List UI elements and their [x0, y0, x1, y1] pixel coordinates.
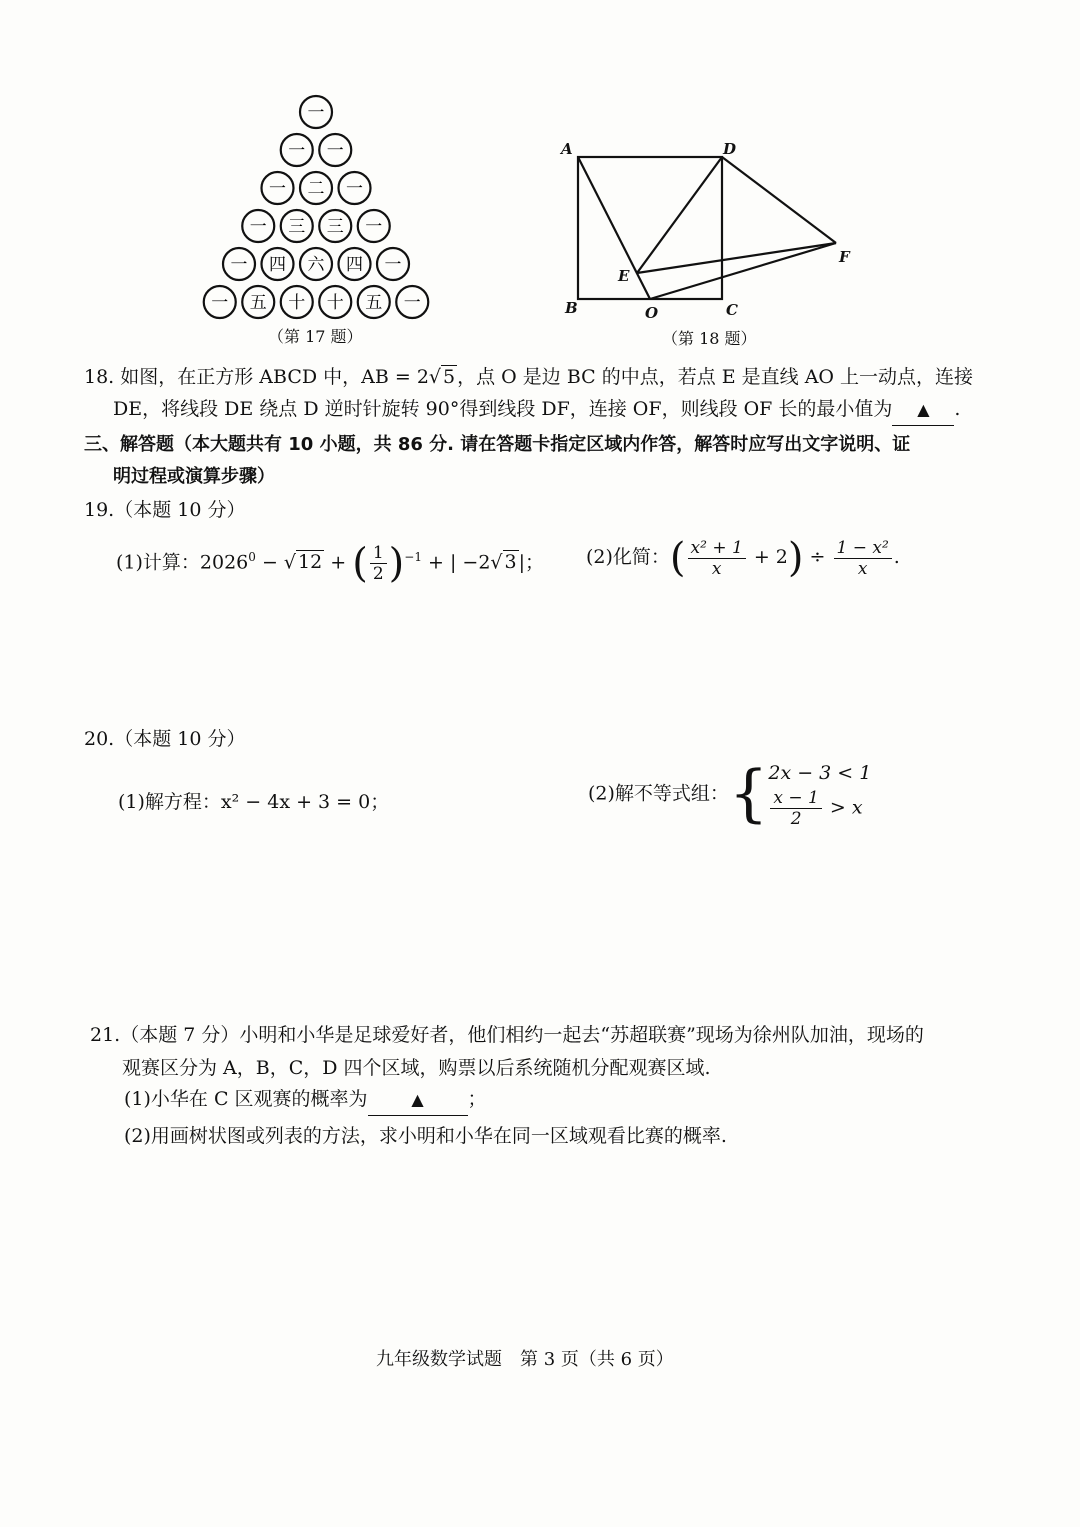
- triangle-marker: ▲: [411, 1090, 424, 1109]
- fraction-1-minus-x2-over-x: $\frac{\text{1 − x²}}{x}$: [834, 538, 892, 579]
- triangle-cell-text: 一: [403, 293, 421, 313]
- segment-de: [637, 157, 722, 273]
- square-abcd: [578, 157, 722, 299]
- q19-header: 19.（本题 10 分）: [84, 499, 246, 521]
- label-e: E: [618, 267, 630, 285]
- triangle-cell-text: 三: [326, 217, 344, 237]
- label-d: D: [723, 140, 737, 158]
- segment-of: [650, 243, 836, 299]
- triangle-cell: [339, 248, 371, 280]
- page-footer: 九年级数学试题 第 3 页（共 6 页）: [376, 1349, 674, 1370]
- triangle-cell: [223, 248, 255, 280]
- triangle-cell-text: 一: [211, 293, 229, 313]
- triangle-cell-text: 三: [288, 217, 306, 237]
- label-f: F: [839, 248, 850, 266]
- q21-part1: (1)小华在 C 区观赛的概率为 ▲ ；: [124, 1084, 487, 1116]
- triangle-cell: [204, 286, 236, 318]
- q20-part1: (1)解方程：x² − 4x + 3 = 0；: [118, 791, 390, 813]
- q19-part1: (1)计算：$2026^0$ − √ 12 + ( $\frac{1}{2}$ )$^{-1}$ + | −2√ 3 |；: [116, 540, 545, 587]
- triangle-cell: [319, 286, 351, 318]
- triangle-cell: [300, 96, 332, 128]
- triangle-cell-text: 一: [230, 255, 248, 275]
- figure-18-diagram: [555, 130, 865, 330]
- q21-line2: 观赛区分为 A，B，C，D 四个区域，购票以后系统随机分配观赛区域.: [122, 1057, 711, 1079]
- triangle-marker: ▲: [917, 400, 930, 419]
- q18-answer-blank: [892, 394, 954, 426]
- section3-heading-line2: 明过程或演算步骤）: [113, 466, 275, 487]
- triangle-cell-text: 六: [307, 255, 325, 275]
- label-o: O: [645, 304, 659, 322]
- triangle-cell-text: 五: [365, 293, 383, 313]
- q21-part2: (2)用画树状图或列表的方法，求小明和小华在同一区域观看比赛的概率.: [124, 1125, 727, 1147]
- triangle-cell-text: 一: [249, 217, 267, 237]
- triangle-cell-text: 一: [288, 141, 306, 161]
- triangle-cell: [339, 172, 371, 204]
- triangle-cell-text: 十: [288, 293, 306, 313]
- triangle-cell-text: 四: [346, 255, 363, 275]
- triangle-cell-text: 五: [249, 293, 267, 313]
- fraction-x2-plus-1-over-x: $\frac{\text{x² + 1}}{x}$: [688, 538, 746, 579]
- triangle-cell: [358, 210, 390, 242]
- triangle-cell-text: 四: [269, 255, 286, 275]
- triangle-cell-text: 一: [346, 179, 363, 199]
- triangle-cell-text: 一: [269, 179, 286, 199]
- triangle-cell-text: 二: [307, 179, 325, 199]
- q20-header: 20.（本题 10 分）: [84, 728, 246, 750]
- label-c: C: [726, 301, 738, 319]
- figure-17-triangle: [195, 92, 445, 327]
- label-a: A: [561, 140, 573, 158]
- triangle-cell: [300, 248, 332, 280]
- q21-line1: 21.（本题 7 分）小明和小华是足球爱好者，他们相约一起去“苏超联赛”现场为徐州队加油，现场的: [90, 1024, 924, 1046]
- section3-heading-line1: 三、解答题（本大题共有 10 小题，共 86 分. 请在答题卡指定区域内作答，解答时应写出文字说明、证: [84, 434, 911, 455]
- triangle-cell: [281, 210, 313, 242]
- triangle-cell-text: 十: [326, 293, 344, 313]
- triangle-cell: [358, 286, 390, 318]
- triangle-cell: [242, 210, 274, 242]
- figure-17-caption: （第 17 题）: [268, 327, 363, 346]
- triangle-cell: [262, 172, 294, 204]
- triangle-cell: [281, 134, 313, 166]
- triangle-cell: [300, 172, 332, 204]
- q19-part2: (2)化简：( $\frac{\text{x² + 1}}{x}$ + 2) ÷ $\frac{\text{1 − x²}}{x}$ .: [586, 535, 900, 581]
- q18-line1: 18. 如图，在正方形 ABCD 中，AB = 2√ 5 ，点 O 是边 BC 的中点，若点 E 是直线 AO 上一动点，连接: [84, 366, 974, 388]
- triangle-cell: [242, 286, 274, 318]
- triangle-cell: [396, 286, 428, 318]
- triangle-cell: [281, 286, 313, 318]
- segment-df: [722, 157, 836, 243]
- triangle-cell-text: 一: [365, 217, 383, 237]
- fraction-one-half: $\frac{1}{2}$: [370, 543, 387, 584]
- triangle-cell: [319, 134, 351, 166]
- triangle-cell-text: 一: [384, 255, 402, 275]
- segment-ef: [637, 243, 836, 273]
- triangle-cell-text: 一: [307, 103, 325, 123]
- label-b: B: [565, 299, 578, 317]
- q18-line2: DE，将线段 DE 绕点 D 逆时针旋转 90°得到线段 DF，连接 OF，则线段 OF 长的最小值为 ▲ .: [113, 394, 960, 426]
- triangle-cell: [262, 248, 294, 280]
- segment-ao: [578, 157, 650, 299]
- triangle-cell: [319, 210, 351, 242]
- q21-answer-blank: [368, 1084, 468, 1116]
- triangle-cell-text: 一: [326, 141, 344, 161]
- inequality-system: 2x − 3 < 1 $\frac{x - 1}{2}$ > x: [768, 762, 872, 829]
- triangle-cell: [377, 248, 409, 280]
- q20-part2: (2)解不等式组：{ 2x − 3 < 1 $\frac{x - 1}{2}$ > x: [588, 756, 872, 830]
- figure-18-caption: （第 18 题）: [662, 329, 757, 348]
